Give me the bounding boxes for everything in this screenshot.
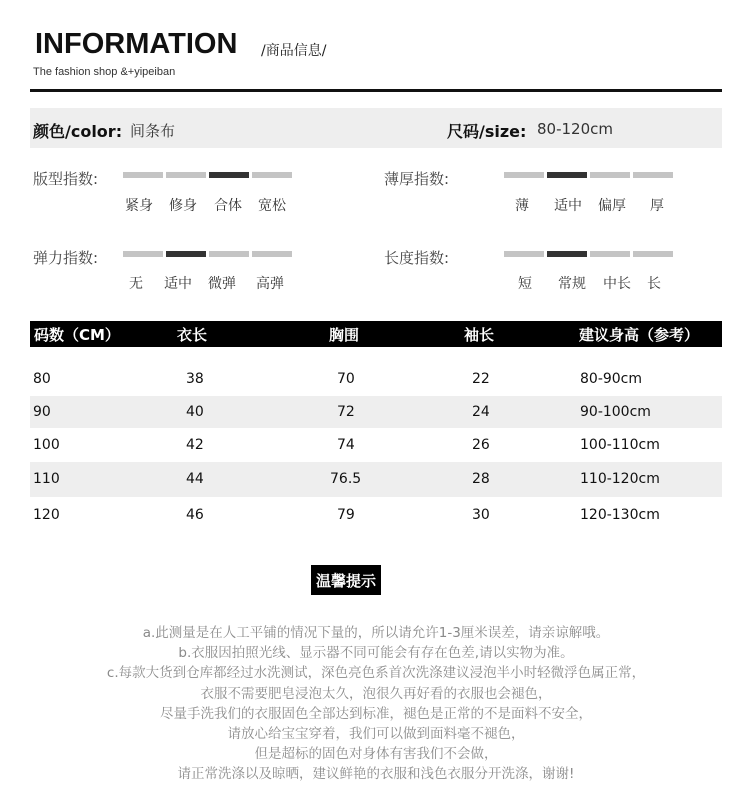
table-cell: 30 bbox=[472, 507, 490, 523]
tip-line-a: a.此测量是在人工平铺的情况下量的，所以请允许1-3厘米误差，请亲谅解哦。 bbox=[142, 625, 610, 641]
table-cell: 22 bbox=[472, 371, 490, 387]
tip-line-c: c.每款大货到仓库都经过水洗测试，深色亮色系首次洗涤建议浸泡半小时轻微浮色属正常， bbox=[106, 665, 646, 681]
table-cell: 90 bbox=[33, 404, 51, 420]
thickness-option-1: 薄 bbox=[515, 198, 529, 214]
table-cell: 100-110cm bbox=[580, 437, 660, 453]
thickness-scale-segment-2 bbox=[547, 172, 587, 178]
table-cell: 28 bbox=[472, 471, 490, 487]
tip-line-b: b.衣服因拍照光线、显示器不同可能会有存在色差,请以实物为准。 bbox=[178, 645, 574, 661]
header-chest: 胸围 bbox=[329, 326, 360, 344]
fit-scale-segment-2 bbox=[166, 172, 206, 178]
length-option-2: 常规 bbox=[558, 276, 586, 292]
size-label: 尺码/size: bbox=[447, 122, 527, 141]
tip-line-c3: 尽量手洗我们的衣服固色全部达到标准，褪色是正常的不是面料不安全， bbox=[160, 706, 592, 722]
table-cell: 110 bbox=[33, 471, 60, 487]
table-cell: 44 bbox=[186, 471, 204, 487]
thickness-scale-segment-4 bbox=[633, 172, 673, 178]
stretch-option-4: 高弹 bbox=[256, 276, 284, 292]
table-cell: 74 bbox=[337, 437, 355, 453]
table-cell: 72 bbox=[337, 404, 355, 420]
tips-title: 温馨提示 bbox=[315, 572, 376, 590]
table-cell: 120 bbox=[33, 507, 60, 523]
stretch-scale-segment-4 bbox=[252, 251, 292, 257]
header-size: 码数（CM） bbox=[34, 326, 120, 344]
color-value: 间条布 bbox=[130, 122, 176, 140]
stretch-scale-segment-3 bbox=[209, 251, 249, 257]
fit-option-1: 紧身 bbox=[125, 198, 153, 214]
page-subtitle: /商品信息/ bbox=[261, 43, 327, 59]
length-scale-segment-2 bbox=[547, 251, 587, 257]
length-option-4: 长 bbox=[647, 276, 661, 292]
table-cell: 24 bbox=[472, 404, 490, 420]
header-length: 衣长 bbox=[177, 326, 208, 344]
fit-scale-segment-3 bbox=[209, 172, 249, 178]
length-option-3: 中长 bbox=[603, 276, 631, 292]
thickness-option-3: 偏厚 bbox=[598, 198, 626, 214]
thickness-option-4: 厚 bbox=[650, 198, 664, 214]
stretch-index-label: 弹力指数: bbox=[33, 249, 99, 267]
table-cell: 90-100cm bbox=[580, 404, 651, 420]
table-cell: 80 bbox=[33, 371, 51, 387]
fit-scale-segment-1 bbox=[123, 172, 163, 178]
table-cell: 76.5 bbox=[330, 471, 362, 487]
stretch-scale-segment-1 bbox=[123, 251, 163, 257]
table-cell: 40 bbox=[186, 404, 204, 420]
tip-line-c2: 衣服不需要肥皂浸泡太久，泡很久再好看的衣服也会褪色， bbox=[200, 686, 552, 702]
length-scale-segment-3 bbox=[590, 251, 630, 257]
length-scale-segment-1 bbox=[504, 251, 544, 257]
stretch-option-3: 微弹 bbox=[208, 276, 236, 292]
thickness-scale-segment-1 bbox=[504, 172, 544, 178]
color-label: 颜色/color: bbox=[33, 122, 123, 141]
stretch-option-1: 无 bbox=[129, 276, 143, 292]
table-cell: 70 bbox=[337, 371, 355, 387]
length-option-1: 短 bbox=[518, 276, 532, 292]
header-divider bbox=[30, 89, 722, 92]
fit-option-4: 宽松 bbox=[258, 198, 286, 214]
tip-line-c5: 但是超标的固色对身体有害我们不会做， bbox=[254, 746, 498, 762]
table-cell: 120-130cm bbox=[580, 507, 660, 523]
shop-tagline: The fashion shop &+yipeiban bbox=[33, 66, 176, 78]
stretch-option-2: 适中 bbox=[164, 276, 192, 292]
table-cell: 100 bbox=[33, 437, 60, 453]
header-sleeve: 袖长 bbox=[464, 326, 495, 344]
fit-option-3: 合体 bbox=[214, 198, 242, 214]
table-cell: 26 bbox=[472, 437, 490, 453]
fit-option-2: 修身 bbox=[169, 198, 197, 214]
thickness-index-label: 薄厚指数: bbox=[384, 170, 450, 188]
fit-scale-segment-4 bbox=[252, 172, 292, 178]
thickness-scale-segment-3 bbox=[590, 172, 630, 178]
page-title: INFORMATION bbox=[35, 28, 238, 60]
table-cell: 42 bbox=[186, 437, 204, 453]
tip-line-c4: 请放心给宝宝穿着，我们可以做到面料毫不褪色， bbox=[227, 726, 525, 742]
table-cell: 80-90cm bbox=[580, 371, 643, 387]
fit-index-label: 版型指数: bbox=[33, 170, 99, 188]
table-cell: 38 bbox=[186, 371, 204, 387]
thickness-option-2: 适中 bbox=[554, 198, 582, 214]
size-value: 80-120cm bbox=[537, 120, 613, 138]
table-cell: 46 bbox=[186, 507, 204, 523]
table-cell: 79 bbox=[337, 507, 355, 523]
table-cell: 110-120cm bbox=[580, 471, 660, 487]
header-height: 建议身高（参考） bbox=[579, 326, 700, 344]
stretch-scale-segment-2 bbox=[166, 251, 206, 257]
length-scale-segment-4 bbox=[633, 251, 673, 257]
tip-line-c6: 请正常洗涤以及晾晒，建议鲜艳的衣服和浅色衣服分开洗涤，谢谢! bbox=[177, 766, 575, 782]
length-index-label: 长度指数: bbox=[384, 249, 450, 267]
